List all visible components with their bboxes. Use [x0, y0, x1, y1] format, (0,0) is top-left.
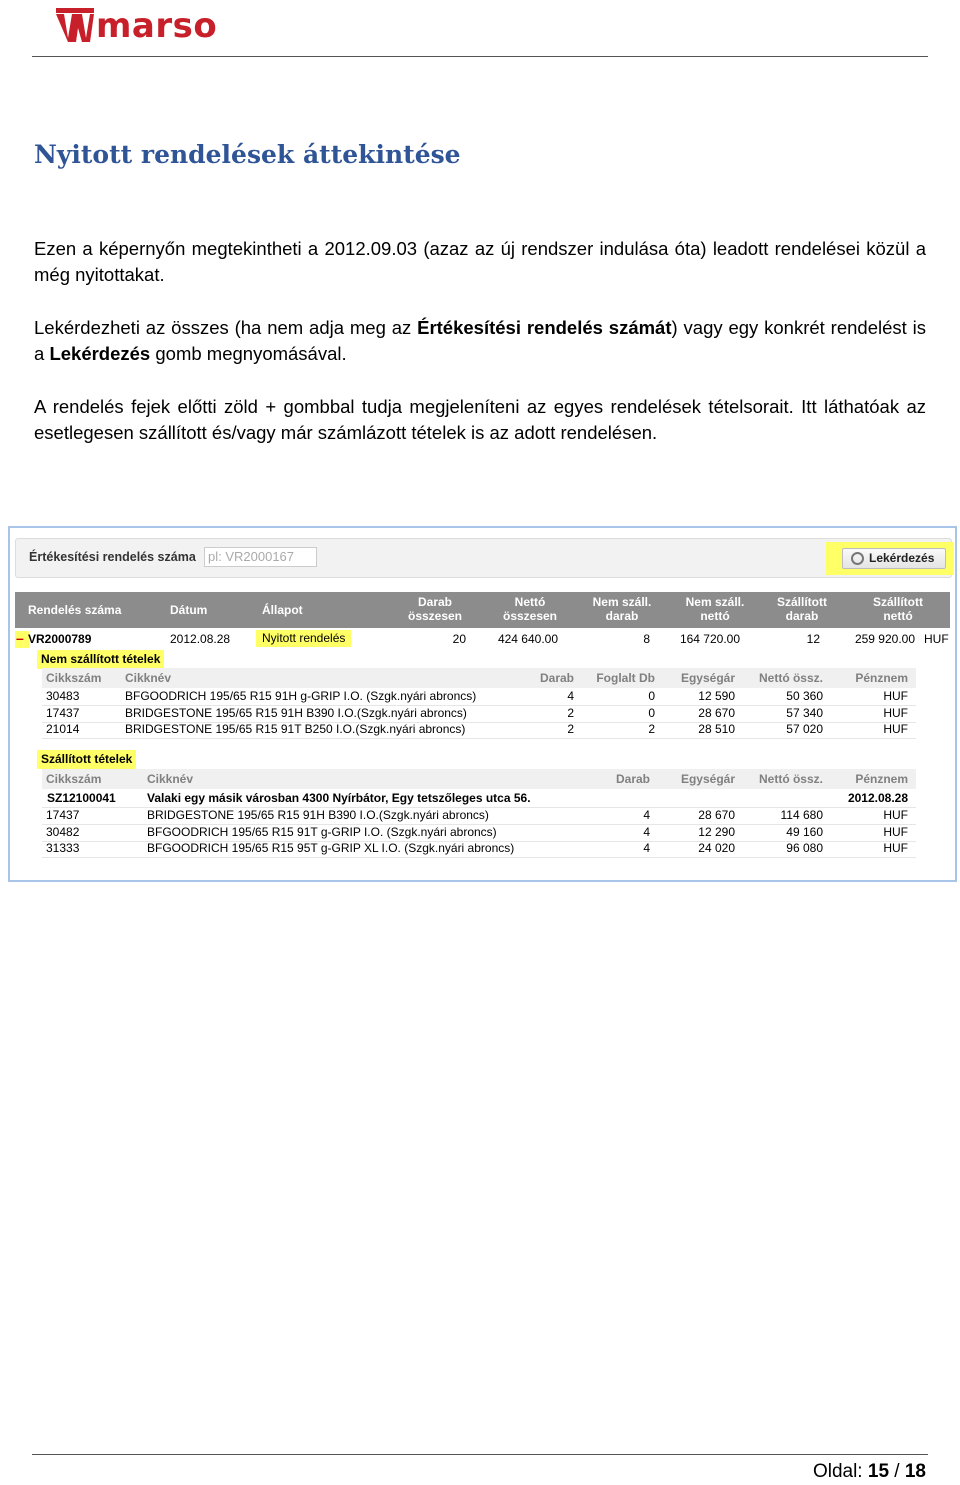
- col-header-line: nettó: [883, 609, 913, 623]
- table-row-currency: HUF: [883, 825, 908, 839]
- col-header-line: Nem száll.: [592, 595, 652, 609]
- col-open-qty: [587, 595, 657, 623]
- query-bar: [15, 538, 952, 578]
- table-row-qty: 4: [643, 808, 650, 822]
- col-status: Állapot: [262, 603, 303, 617]
- unshipped-col-unit: Egységár: [680, 671, 735, 685]
- col-header-line: Darab: [417, 595, 452, 609]
- table-row-name: BRIDGESTONE 195/65 R15 91H B390 I.O.(Szgk.nyári abroncs): [125, 706, 467, 720]
- page-separator: /: [889, 1461, 905, 1482]
- footer-rule: [32, 1454, 928, 1455]
- table-row-qty: 4: [643, 841, 650, 855]
- table-row-unit: 12 590: [698, 689, 735, 703]
- shipped-col-name: Cikknév: [147, 772, 194, 786]
- collapse-toggle-icon[interactable]: –: [16, 630, 24, 646]
- unshipped-col-qty: Darab: [539, 671, 574, 685]
- shipped-col-unit: Egységár: [680, 772, 735, 786]
- marso-logo-mark-icon: [56, 8, 94, 44]
- col-header-line: Szállított: [777, 595, 827, 609]
- order-date: 2012.08.28: [170, 632, 231, 646]
- query-button-highlight: [826, 542, 954, 575]
- shipped-col-qty: Darab: [615, 772, 650, 786]
- text-span: gomb megnyomásával.: [150, 343, 347, 364]
- bold-term-query-button: Lekérdezés: [49, 343, 151, 364]
- order-number-input[interactable]: pl: VR2000167: [204, 547, 317, 567]
- col-open-net: [680, 595, 750, 623]
- col-order-number: Rendelés száma: [28, 603, 122, 617]
- table-row-currency: HUF: [883, 808, 908, 822]
- unshipped-col-name: Cikknév: [125, 671, 172, 685]
- col-date: Dátum: [170, 603, 208, 617]
- table-row-net: 114 680: [780, 808, 823, 822]
- delivery-address: Valaki egy másik városban 4300 Nyírbátor, Egy tetszőleges utca 56.: [147, 791, 531, 805]
- order-net: 424 640.00: [497, 632, 558, 646]
- order-shipped-qty: 12: [806, 632, 820, 646]
- table-row-qty: 2: [567, 706, 574, 720]
- table-row-net: 49 160: [786, 825, 823, 839]
- table-row-qty: 4: [567, 689, 574, 703]
- table-row-net: 57 340: [786, 706, 823, 720]
- order-currency: HUF: [924, 632, 949, 646]
- shipped-col-net: Nettó össz.: [758, 772, 823, 786]
- total-pages: 18: [904, 1461, 926, 1482]
- unshipped-col-code: Cikkszám: [46, 671, 102, 685]
- orders-screenshot: [8, 526, 957, 882]
- order-status-badge: Nyitott rendelés: [256, 630, 351, 647]
- table-row-unit: 28 510: [698, 722, 735, 736]
- table-row-net: 50 360: [786, 689, 823, 703]
- delivery-date: 2012.08.28: [847, 791, 908, 805]
- table-row-currency: HUF: [883, 722, 908, 736]
- order-number[interactable]: VR2000789: [28, 632, 92, 646]
- page-number: [813, 1461, 926, 1483]
- header-rule: [32, 56, 928, 57]
- table-row-qty: 4: [643, 825, 650, 839]
- table-row-reserved: 0: [648, 706, 655, 720]
- table-row-name: BFGOODRICH 195/65 R15 91T g-GRIP I.O. (Szgk.nyári abroncs): [147, 825, 497, 839]
- row-divider: [42, 738, 916, 739]
- bold-term-order-number: Értékesítési rendelés számát: [417, 317, 672, 338]
- col-header-line: Nettó: [514, 595, 546, 609]
- brand-name: marso: [96, 6, 218, 46]
- col-net-total: [500, 595, 560, 623]
- shipped-col-currency: Pénznem: [855, 772, 908, 786]
- table-row-name: BFGOODRICH 195/65 R15 95T g-GRIP XL I.O. (Szgk.nyári abroncs): [147, 841, 515, 855]
- col-qty-total: [405, 595, 465, 623]
- delivery-number: SZ12100041: [47, 791, 116, 805]
- col-shipped-qty: [767, 595, 837, 623]
- col-header-line: összesen: [407, 609, 463, 623]
- table-row-unit: 28 670: [698, 808, 735, 822]
- col-header-line: darab: [605, 609, 639, 623]
- query-button-label: Lekérdezés: [869, 551, 935, 565]
- col-header-line: Nem száll.: [685, 595, 745, 609]
- order-number-label: Értékesítési rendelés száma: [29, 550, 196, 564]
- col-header-line: darab: [785, 609, 819, 623]
- search-icon: [851, 552, 864, 565]
- unshipped-col-reserved: Foglalt Db: [596, 671, 655, 685]
- table-row-code: 31333: [46, 841, 80, 855]
- paragraph-query: [34, 315, 926, 367]
- text-span: Lekérdezheti az összes (ha nem adja meg az: [34, 317, 418, 338]
- col-header-line: összesen: [502, 609, 558, 623]
- col-shipped-net: [863, 595, 933, 623]
- unshipped-col-currency: Pénznem: [855, 671, 908, 685]
- table-row-code: 17437: [46, 706, 80, 720]
- query-button[interactable]: [842, 548, 946, 569]
- shipped-col-code: Cikkszám: [46, 772, 102, 786]
- table-row-unit: 24 020: [698, 841, 735, 855]
- table-row-qty: 2: [567, 722, 574, 736]
- table-row-currency: HUF: [883, 689, 908, 703]
- marso-logo: [56, 6, 217, 46]
- orders-table-header: [15, 592, 950, 628]
- page-title: Nyitott rendelések áttekintése: [34, 140, 461, 169]
- paragraph-intro: Ezen a képernyőn megtekintheti a 2012.09.03 (azaz az új rendszer indulása óta) leadott rendelései közül a még nyitottakat.: [34, 238, 926, 285]
- table-row-code: 30482: [46, 825, 80, 839]
- table-row-name: BRIDGESTONE 195/65 R15 91T B250 I.O.(Szgk.nyári abroncs): [125, 722, 466, 736]
- table-row-currency: HUF: [883, 706, 908, 720]
- table-row-unit: 28 670: [698, 706, 735, 720]
- text-span: ) vagy egy konkrét rendelést is a: [34, 317, 926, 364]
- paragraph-lines: A rendelés fejek előtti zöld + gombbal tudja megjeleníteni az egyes rendelések tételsorait. Itt láthatóak az esetlegesen szállított és/vagy már számlázott tételek is az adott rendelésen.: [34, 396, 926, 443]
- col-header-line: nettó: [700, 609, 730, 623]
- table-row-net: 96 080: [786, 841, 823, 855]
- table-row-name: BRIDGESTONE 195/65 R15 91H B390 I.O.(Szgk.nyári abroncs): [147, 808, 489, 822]
- unshipped-col-net: Nettó össz.: [758, 671, 823, 685]
- table-row-reserved: 0: [648, 689, 655, 703]
- table-row-code: 17437: [46, 808, 80, 822]
- col-header-line: Szállított: [873, 595, 923, 609]
- order-open-net: 164 720.00: [679, 632, 740, 646]
- page-label: Oldal:: [812, 1461, 868, 1482]
- order-shipped-net: 259 920.00: [854, 632, 915, 646]
- shipped-section-title: Szállított tételek: [37, 750, 136, 769]
- table-row-net: 57 020: [786, 722, 823, 736]
- table-row-code: 30483: [46, 689, 80, 703]
- table-row-name: BFGOODRICH 195/65 R15 91H g-GRIP I.O. (Szgk.nyári abroncs): [125, 689, 477, 703]
- current-page: 15: [867, 1461, 890, 1482]
- unshipped-section-title: Nem szállított tételek: [37, 650, 164, 669]
- order-open-qty: 8: [643, 632, 650, 646]
- table-row-currency: HUF: [883, 841, 908, 855]
- row-divider: [42, 857, 916, 858]
- table-row-reserved: 2: [648, 722, 655, 736]
- table-row-unit: 12 290: [698, 825, 735, 839]
- order-qty: 20: [452, 632, 466, 646]
- table-row-code: 21014: [46, 722, 80, 736]
